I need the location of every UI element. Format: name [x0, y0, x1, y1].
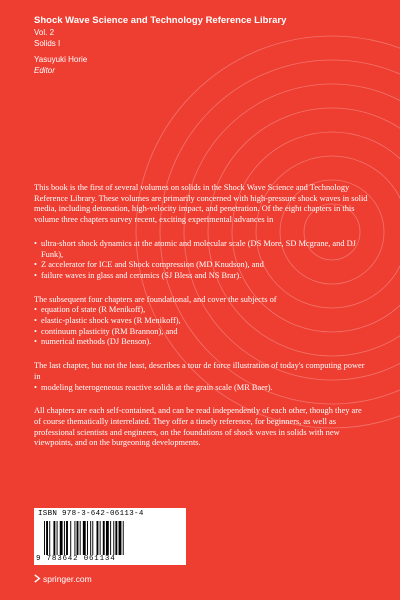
barcode-bar — [83, 521, 86, 555]
intro-paragraph: This book is the first of several volumes on solids in the Shock Wave Science and Technology Reference Library. These volumes are primarily concerned with high-pressure shock waves in solid media, including detonation, high-velocity impact, and penetration. Of the eight chapters in this volume three chapters survey recent, exciting experimental advances in — [34, 183, 368, 225]
barcode-bar — [100, 521, 101, 555]
barcode-bar — [49, 521, 50, 555]
series-title: Shock Wave Science and Technology Reference Library — [34, 15, 287, 26]
barcode-bar — [123, 521, 124, 555]
barcode-bar — [110, 521, 111, 555]
list-item: • continuum plasticity (RM Brannon), and — [34, 327, 370, 338]
barcode-bar — [87, 521, 88, 555]
experimental-chapters-list — [34, 239, 370, 282]
barcode-bar — [66, 521, 68, 555]
barcode-bar — [119, 521, 122, 555]
editor-name: Yasuyuki Horie — [34, 55, 88, 64]
barcode-bar — [90, 521, 91, 555]
barcode-bar — [77, 521, 79, 555]
list-item: • numerical methods (DJ Benson). — [34, 337, 370, 348]
barcode-bar — [92, 521, 93, 555]
barcode-bar — [70, 521, 71, 555]
list-item: • modeling heterogeneous reactive solids at the grain scale (MR Baer). — [34, 383, 370, 394]
list-item: • failure waves in glass and ceramics (SJ Bless and NS Brar). — [34, 271, 370, 282]
barcode-bar — [106, 521, 109, 555]
ean-digits: 9 783642 061134 — [36, 555, 116, 563]
barcode-bars — [44, 521, 178, 555]
barcode-bar — [113, 521, 114, 555]
isbn-barcode — [34, 508, 186, 565]
list-item: • ultra-short shock dynamics at the atomic and molecular scale (DS More, SD Mcgrane, and DJ Funk), — [34, 239, 370, 260]
barcode-bar — [97, 521, 99, 555]
last-chapter-list — [34, 383, 370, 394]
last-chapter-intro: The last chapter, but not the least, describes a tour de force illustration of today's computing power in — [34, 361, 365, 381]
back-cover-description — [34, 183, 370, 462]
foundational-chapters-list — [34, 305, 370, 348]
list-item: • Z accelerator for ICE and Shock compression (MD Knudson), and — [34, 260, 370, 271]
barcode-bar — [60, 521, 63, 555]
editor-role: Editor — [34, 66, 55, 75]
barcode-bar — [53, 521, 55, 555]
barcode-bar — [44, 521, 45, 555]
barcode-bar — [115, 521, 117, 555]
list-item: • elastic-plastic shock waves (R Menikoff), — [34, 316, 370, 327]
volume-number: Vol. 2 — [34, 28, 55, 37]
list-item: • equation of state (R Menikoff), — [34, 305, 370, 316]
springer-chevron-icon — [33, 574, 42, 583]
closing-paragraph: All chapters are each self-contained, and can be read independently of each other, though they are of course thematically interrelated. They offer a timely reference, for beginners, as well as professional scientists and engineers, on the foundations of shock waves in solids with new viewpoints, and on the burgeoning developments. — [34, 406, 362, 448]
barcode-bar — [64, 521, 65, 555]
isbn-number: ISBN 978-3-642-06113-4 — [38, 510, 144, 518]
barcode-bar — [46, 521, 48, 555]
barcode-bar — [74, 521, 75, 555]
publisher-website: springer.com — [43, 574, 92, 584]
book-subtitle: Solids I — [34, 39, 61, 48]
book-header — [34, 15, 286, 76]
barcode-bar — [57, 521, 58, 555]
barcode-bar — [103, 521, 105, 555]
barcode-bar — [80, 521, 81, 555]
publisher-logo[interactable] — [33, 574, 92, 584]
foundational-intro: The subsequent four chapters are foundational, and cover the subjects of — [34, 294, 277, 304]
